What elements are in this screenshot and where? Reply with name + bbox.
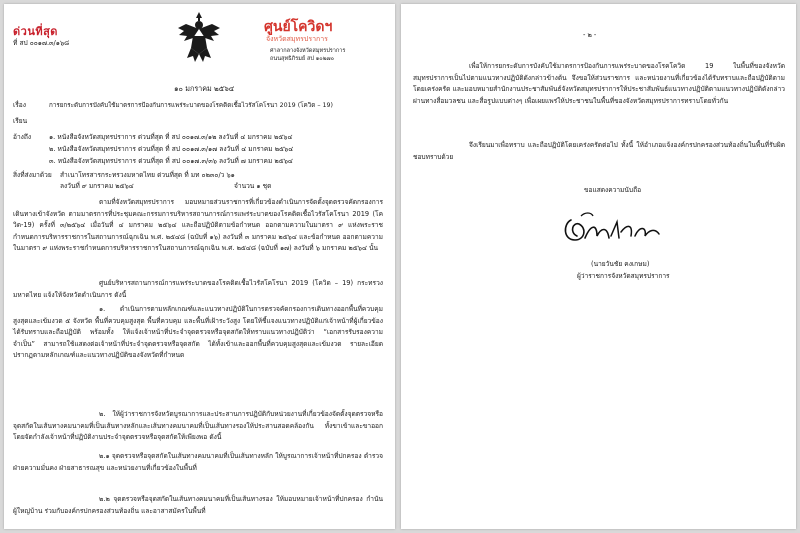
center-province: จังหวัดสมุทรปราการ xyxy=(266,35,328,43)
body-paragraph: เพื่อให้การยกระดับการบังคับใช้มาตรการป้องกันการแพร่ระบาดของโรคโควิด 19 ในพื้นที่ของจังหวัดสมุทรปราการเป็นไปตามแนวทางปฏิบัติดังกล่าวข้างต้น จึงขอให้ส่วนราชการ และหน่วยงานที่เกี่ยวข้องได้รับทราบและถือปฏิบัติตามโดยเคร่งครัด และมอบหมายสำนักงานประชาสัมพันธ์จังหวัดสมุทรปราการให้ประชาสัมพันธ์แนวทางปฏิบัติตามแนวทางปฏิบัติดังกล่าว ผ่านทางสื่อมวลชน และสื่อรูปแบบต่างๆ เพื่อเผยแพร่ให้ประชาชนในพื้นที่ของจังหวัดสมุทรปราการทราบโดยทั่วกัน xyxy=(413,62,785,105)
subject-label: เรื่อง xyxy=(13,101,26,109)
address-line-1: ศาลากลางจังหวัดสมุทรปราการ xyxy=(270,48,346,54)
urgent-label: ด่วนที่สุด xyxy=(13,25,58,38)
reference-item: ๑. หนังสือจังหวัดสมุทรปราการ ด่วนที่สุด ที่ สป ๐๐๑๗.๓/๑๒ ลงวันที่ ๔ มกราคม ๒๕๖๔ xyxy=(49,133,293,141)
body-paragraph: ๒.๒ จุดตรวจหรือจุดสกัดในเส้นทางคมนาคมที่เป็นเส้นทางรอง ให้มอบหมายเจ้าหน้าที่ปกครอง กำนัน ผู้ใหญ่บ้าน ร่วมกับองค์กรปกครองส่วนท้องถิ่น และอาสาสมัครในพื้นที่ xyxy=(13,495,383,515)
reference-item: ๒. หนังสือจังหวัดสมุทรปราการ ด่วนที่สุด ที่ สป ๐๐๑๗.๓/๑๗ ลงวันที่ ๔ มกราคม ๒๕๖๔ xyxy=(49,145,294,153)
center-name: ศูนย์โควิดฯ xyxy=(264,19,333,35)
signature xyxy=(551,210,671,250)
signer-name: (นายวันชัย คงเกษม) xyxy=(591,260,650,268)
subject-text: การยกระดับการบังคับใช้มาตรการป้องกันการแพร่ระบาดของโรคติดเชื้อไวรัสโคโรนา 2019 (โควิด – 19) xyxy=(49,102,333,109)
attachment-line-2: ลงวันที่ ๙ มกราคม ๒๕๖๔ xyxy=(60,182,134,190)
document-page-1 xyxy=(4,4,395,529)
to-label: เรียน xyxy=(13,117,28,125)
signer-title: ผู้ว่าราชการจังหวัดสมุทรปราการ xyxy=(577,272,670,280)
address-line-2: ถนนสุทธิภิรมย์ สป ๑๐๒๗๐ xyxy=(270,56,335,62)
body-paragraph: ตามที่จังหวัดสมุทรปราการ มอบหมายส่วนราชการที่เกี่ยวข้องดำเนินการจัดตั้งจุดตรวจคัดกรองการเดินทางเข้าจังหวัด ตามมาตรการที่ประชุมคณะกรรมการบริหารสถานการณ์การแพร่ระบาดของโรคติดเชื้อไวรัสโคโรนา 2019 (โควิด-19) ครั้งที่ ๓/๒๕๖๔ เมื่อวันที่ ๔ มกราคม ๒๕๖๔ และถือปฏิบัติตามข้อกำหนด ออกตามความในมาตรา ๙ แห่งพระราชกำหนดการบริหารราชการในสถานการณ์ฉุกเฉิน พ.ศ. ๒๕๔๘ (ฉบับที่ ๑๖) ลงวันที่ ๓ มกราคม ๒๕๖๔ และข้อกำหนด ออกตามความในมาตรา ๙ แห่งพระราชกำหนดการบริหารราชการในสถานการณ์ฉุกเฉิน พ.ศ. ๒๕๔๘ (ฉบับที่ ๑๗) ลงวันที่ ๖ มกราคม ๒๕๖๔ นั้น xyxy=(13,198,383,252)
body-paragraph: ๑. ดำเนินการตามหลักเกณฑ์และแนวทางปฏิบัติในการตรวจคัดกรองการเดินทางออกพื้นที่ควบคุมสูงสุดและเข้มงวด ๕ จังหวัด พื้นที่ควบคุมสูงสุด พื้นที่ควบคุม และพื้นที่เฝ้าระวังสูง โดยให้ชี้แจงแนวทางปฏิบัติแก่เจ้าหน้าที่ผู้เกี่ยวข้องได้รับทราบและถือปฏิบัติ พร้อมทั้ง ให้แจ้งเจ้าหน้าที่ประจำจุดตรวจหรือจุดสกัดให้ทราบแนวทางปฏิบัติว่า “เอกสารรับรองความจำเป็น” สามารถใช้แสดงต่อเจ้าหน้าที่ประจำจุดตรวจหรือจุดสกัด ได้ทั้งเข้าและออกพื้นที่ควบคุมสูงสุดและเข้มงวด รายละเอียดปรากฏตามหลักเกณฑ์และแนวทางปฏิบัติของจังหวัดที่กำหนด xyxy=(13,305,383,359)
attachment-quantity: จำนวน ๑ ชุด xyxy=(234,182,272,190)
attachment-line-1: สำเนาโทรสารกระทรวงมหาดไทย ด่วนที่สุด ที่ มท ๐๒๓๐/ว ๖๑ xyxy=(60,171,235,179)
reference-item: ๓. หนังสือจังหวัดสมุทรปราการ ด่วนที่สุด ที่ สป ๐๐๑๗.๓/๓๖ ลงวันที่ ๗ มกราคม ๒๕๖๔ xyxy=(49,157,293,165)
document-date: ๑๐ มกราคม ๒๕๖๔ xyxy=(174,84,235,93)
document-page-2 xyxy=(401,4,796,529)
reference-label: อ้างถึง xyxy=(13,133,32,141)
page-number: - ๒ - xyxy=(583,31,597,39)
garuda-emblem-icon xyxy=(176,10,222,64)
attachment-label: สิ่งที่ส่งมาด้วย xyxy=(13,171,52,179)
body-paragraph: ศูนย์บริหารสถานการณ์การแพร่ระบาดของโรคติดเชื้อไวรัสโคโรนา 2019 (โควิด – 19) กระทรวงมหาดไทย แจ้งให้จังหวัดดำเนินการ ดังนี้ xyxy=(13,279,383,299)
body-paragraph: ๒. ให้ผู้ว่าราชการจังหวัดบูรณาการและประสานการปฏิบัติกับหน่วยงานที่เกี่ยวข้องจัดตั้งจุดตรวจหรือจุดสกัดในเส้นทางคมนาคมที่เป็นเส้นทางหลักและเส้นทางคมนาคมที่เป็นเส้นทางรองให้ประสานสอดคล้องกัน ทั้งขาเข้าและขาออก โดยจัดกำลังเจ้าหน้าที่ปฏิบัติงานประจำจุดตรวจหรือจุดสกัดให้เพียงพอ ดังนี้ xyxy=(13,410,383,441)
body-paragraph: ๒.๑ จุดตรวจหรือจุดสกัดในเส้นทางคมนาคมที่เป็นเส้นทางหลัก ให้บูรณาการเจ้าหน้าที่ปกครอง ตำรวจ ฝ่ายความมั่นคง ฝ่ายสาธารณสุข และหน่วยงานที่เกี่ยวข้องในพื้นที่ xyxy=(13,452,383,472)
document-number: ที่ สป ๐๐๑๗.๓/๑๖๘ xyxy=(13,39,70,47)
body-paragraph: จึงเรียนมาเพื่อทราบ และถือปฏิบัติโดยเคร่งครัดต่อไป ทั้งนี้ ให้อำเภอแจ้งองค์กรปกครองส่วนท้องถิ่นในพื้นที่รับผิดชอบทราบด้วย xyxy=(413,141,785,161)
closing-text: ขอแสดงความนับถือ xyxy=(584,186,642,194)
